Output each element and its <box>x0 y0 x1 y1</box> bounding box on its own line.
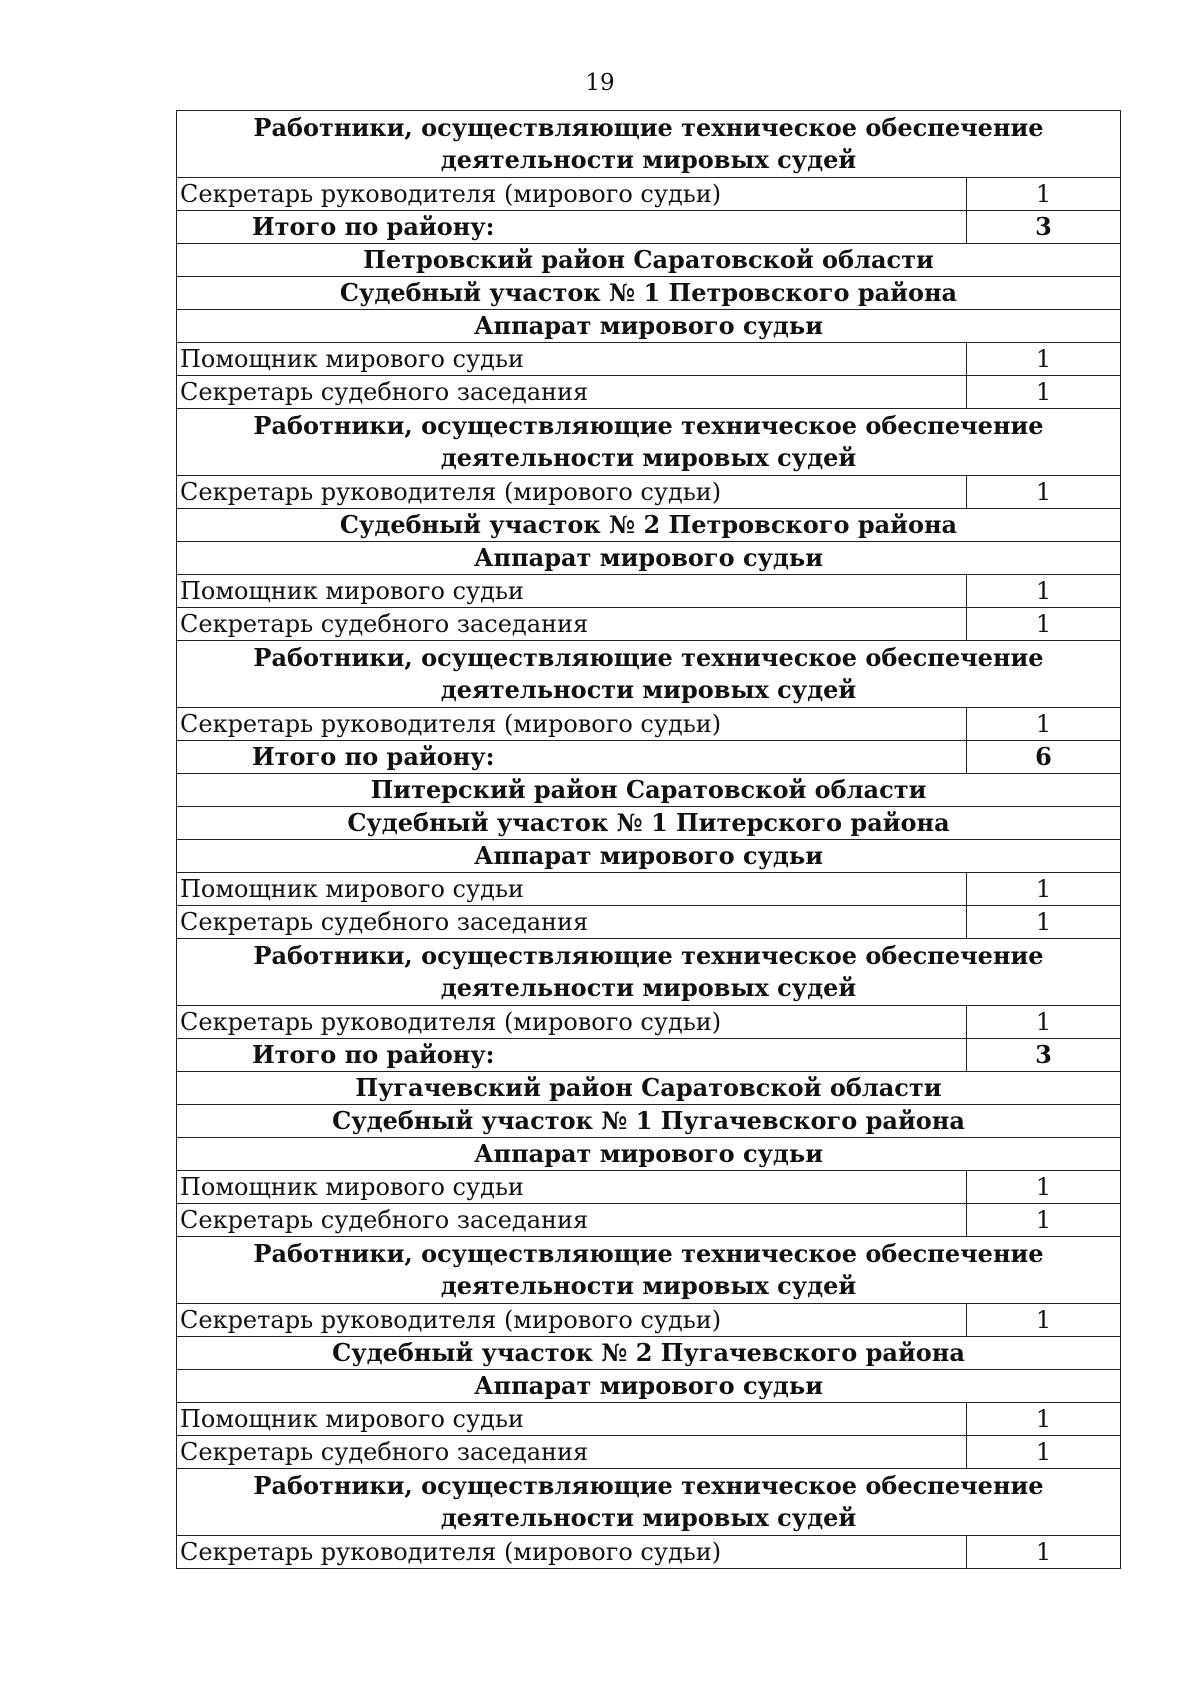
position-count: 1 <box>967 1204 1121 1237</box>
staffing-table <box>176 110 1121 1569</box>
section-header-row <box>177 774 1121 807</box>
section-header-row <box>177 1337 1121 1370</box>
position-name: Помощник мирового судьи <box>177 343 967 376</box>
section-header-row <box>177 310 1121 343</box>
section-header: Аппарат мирового судьи <box>177 1370 1121 1403</box>
section-header: Аппарат мирового судьи <box>177 542 1121 575</box>
section-header: Судебный участок № 1 Петровского района <box>177 277 1121 310</box>
position-row <box>177 575 1121 608</box>
section-header-row <box>177 840 1121 873</box>
section-header-row <box>177 111 1121 178</box>
section-header-row <box>177 939 1121 1006</box>
section-header-row <box>177 542 1121 575</box>
section-header: Аппарат мирового судьи <box>177 840 1121 873</box>
position-count: 1 <box>967 608 1121 641</box>
section-header-row <box>177 1469 1121 1536</box>
section-header: Работники, осуществляющие техническое обеспечение деятельности мировых судей <box>177 111 1121 178</box>
position-name: Помощник мирового судьи <box>177 1171 967 1204</box>
position-count: 1 <box>967 708 1121 741</box>
position-name: Помощник мирового судьи <box>177 1403 967 1436</box>
section-header: Судебный участок № 2 Пугачевского района <box>177 1337 1121 1370</box>
section-header-row <box>177 244 1121 277</box>
position-name: Помощник мирового судьи <box>177 575 967 608</box>
total-label: Итого по району: <box>177 211 967 244</box>
position-name: Секретарь руководителя (мирового судьи) <box>177 476 967 509</box>
position-row <box>177 1304 1121 1337</box>
position-row <box>177 1006 1121 1039</box>
position-count: 1 <box>967 178 1121 211</box>
section-header: Работники, осуществляющие техническое обеспечение деятельности мировых судей <box>177 641 1121 708</box>
position-row <box>177 906 1121 939</box>
district-total-row <box>177 741 1121 774</box>
district-total-row <box>177 1039 1121 1072</box>
total-label: Итого по району: <box>177 1039 967 1072</box>
position-row <box>177 376 1121 409</box>
position-name: Секретарь судебного заседания <box>177 906 967 939</box>
position-row <box>177 873 1121 906</box>
section-header: Аппарат мирового судьи <box>177 1138 1121 1171</box>
position-row <box>177 1171 1121 1204</box>
position-row <box>177 343 1121 376</box>
section-header: Судебный участок № 1 Питерского района <box>177 807 1121 840</box>
position-count: 1 <box>967 476 1121 509</box>
section-header-row <box>177 1105 1121 1138</box>
position-name: Секретарь судебного заседания <box>177 1436 967 1469</box>
position-count: 1 <box>967 376 1121 409</box>
position-count: 1 <box>967 575 1121 608</box>
position-row <box>177 1403 1121 1436</box>
position-row <box>177 1436 1121 1469</box>
section-header-row <box>177 509 1121 542</box>
position-name: Секретарь судебного заседания <box>177 1204 967 1237</box>
section-header: Судебный участок № 2 Петровского района <box>177 509 1121 542</box>
section-header: Работники, осуществляющие техническое обеспечение деятельности мировых судей <box>177 1237 1121 1304</box>
position-row <box>177 178 1121 211</box>
position-row <box>177 1204 1121 1237</box>
total-count: 3 <box>967 211 1121 244</box>
section-header: Питерский район Саратовской области <box>177 774 1121 807</box>
section-header-row <box>177 807 1121 840</box>
section-header-row <box>177 1138 1121 1171</box>
section-header: Работники, осуществляющие техническое обеспечение деятельности мировых судей <box>177 939 1121 1006</box>
position-name: Секретарь руководителя (мирового судьи) <box>177 1006 967 1039</box>
position-count: 1 <box>967 1304 1121 1337</box>
staffing-table-body <box>177 111 1121 1569</box>
position-name: Секретарь судебного заседания <box>177 608 967 641</box>
position-count: 1 <box>967 1536 1121 1569</box>
section-header-row <box>177 409 1121 476</box>
position-count: 1 <box>967 1403 1121 1436</box>
position-count: 1 <box>967 1006 1121 1039</box>
position-count: 1 <box>967 873 1121 906</box>
total-count: 6 <box>967 741 1121 774</box>
position-row <box>177 1536 1121 1569</box>
section-header: Пугачевский район Саратовской области <box>177 1072 1121 1105</box>
position-row <box>177 608 1121 641</box>
section-header-row <box>177 277 1121 310</box>
position-name: Помощник мирового судьи <box>177 873 967 906</box>
section-header: Работники, осуществляющие техническое обеспечение деятельности мировых судей <box>177 1469 1121 1536</box>
section-header: Работники, осуществляющие техническое обеспечение деятельности мировых судей <box>177 409 1121 476</box>
position-count: 1 <box>967 1171 1121 1204</box>
position-count: 1 <box>967 1436 1121 1469</box>
section-header: Петровский район Саратовской области <box>177 244 1121 277</box>
section-header-row <box>177 1237 1121 1304</box>
section-header-row <box>177 1370 1121 1403</box>
section-header-row <box>177 1072 1121 1105</box>
section-header-row <box>177 641 1121 708</box>
position-name: Секретарь руководителя (мирового судьи) <box>177 708 967 741</box>
total-count: 3 <box>967 1039 1121 1072</box>
position-name: Секретарь руководителя (мирового судьи) <box>177 1304 967 1337</box>
page-number: 19 <box>585 70 615 96</box>
position-row <box>177 708 1121 741</box>
position-count: 1 <box>967 343 1121 376</box>
position-count: 1 <box>967 906 1121 939</box>
district-total-row <box>177 211 1121 244</box>
position-name: Секретарь руководителя (мирового судьи) <box>177 1536 967 1569</box>
position-name: Секретарь руководителя (мирового судьи) <box>177 178 967 211</box>
total-label: Итого по району: <box>177 741 967 774</box>
position-row <box>177 476 1121 509</box>
position-name: Секретарь судебного заседания <box>177 376 967 409</box>
section-header: Аппарат мирового судьи <box>177 310 1121 343</box>
section-header: Судебный участок № 1 Пугачевского района <box>177 1105 1121 1138</box>
